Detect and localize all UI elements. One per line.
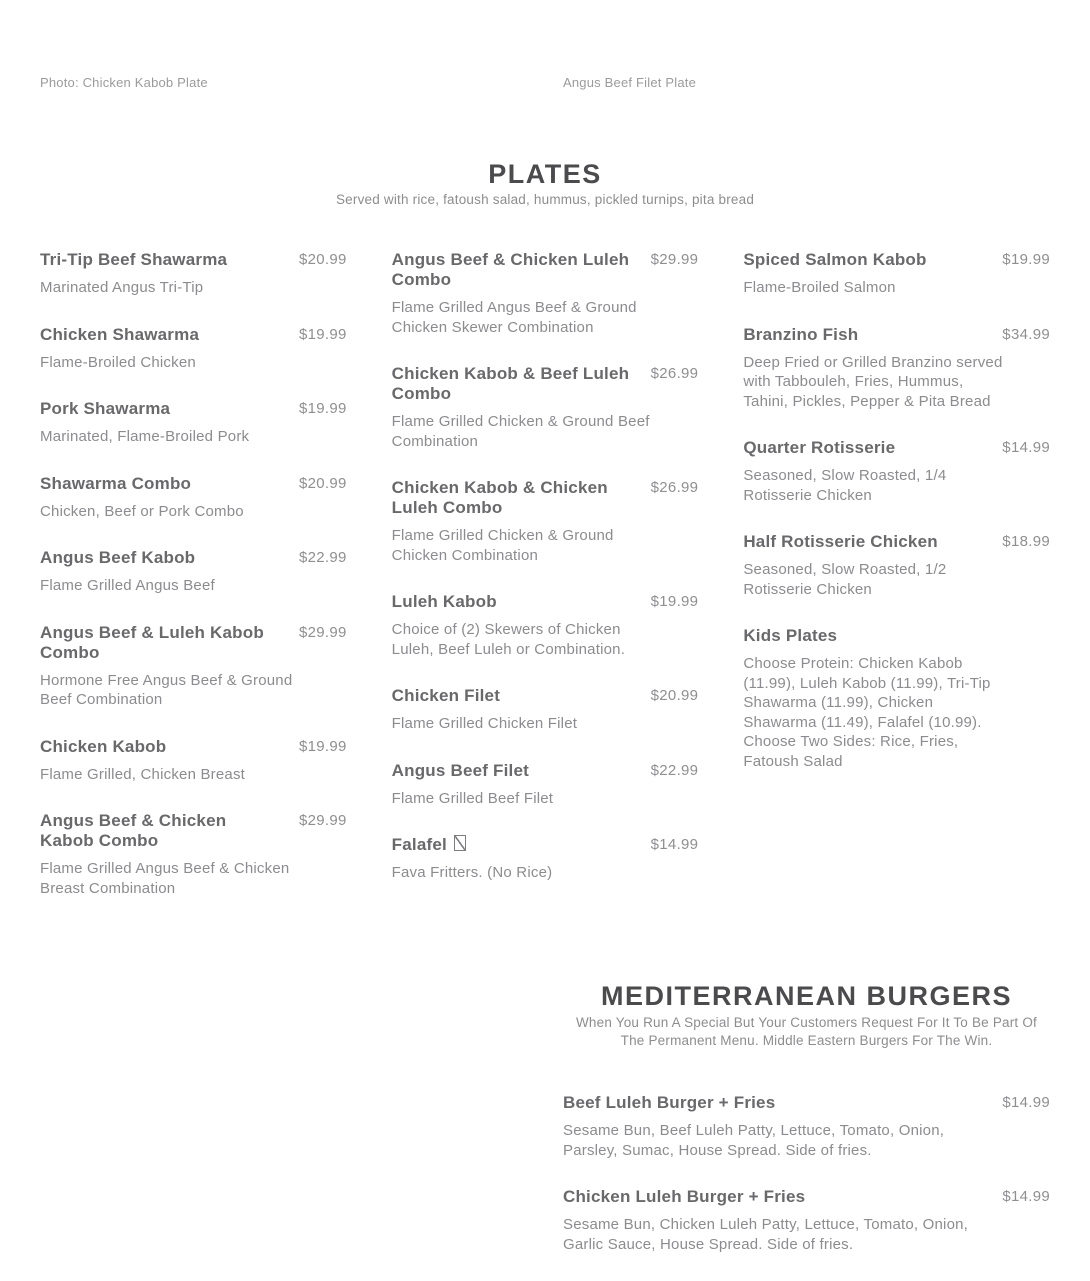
menu-item-name: Chicken Kabob & Beef Luleh Combo — [391, 364, 630, 403]
menu-item-price: $14.99 — [1002, 439, 1050, 456]
menu-item-name: Falafel — [392, 835, 466, 855]
burgers-section-title: MEDITERRANEAN BURGERS — [600, 981, 1013, 1011]
menu-item-description: Choose Protein: Chicken Kabob (11.99), Luleh Kabob (11.99), Tri-Tip Shawarma (11.99), Chicken Shawarma (11.49), Falafel (10.99). Choose Two Sides: Rice, Fries, Fatoush Salad — [743, 655, 991, 770]
menu-item-price: $26.99 — [650, 479, 699, 496]
menu-item-header — [40, 737, 347, 757]
menu-item-price: $20.99 — [298, 251, 347, 268]
menu-item — [40, 325, 347, 373]
menu-item-description: Hormone Free Angus Beef & Ground Beef Combination — [40, 671, 293, 708]
plates-section-subtitle: Served with rice, fatoush salad, hummus, pickled turnips, pita bread — [335, 192, 755, 207]
menu-item-price: $26.99 — [650, 365, 699, 382]
plates-column-2 — [392, 250, 699, 910]
menu-item-description: Deep Fried or Grilled Branzino served with Tabbouleh, Fries, Hummus, Tahini, Pickles, Pepper & Pita Bread — [743, 353, 1003, 410]
menu-item-name: Kids Plates — [743, 626, 838, 645]
menu-item-header — [40, 399, 347, 419]
menu-item-header — [743, 250, 1050, 270]
menu-item-price: $14.99 — [1002, 1094, 1050, 1111]
menu-item-header — [743, 438, 1050, 458]
menu-item-header — [563, 1187, 1050, 1207]
burgers-section — [563, 980, 1050, 1281]
menu-item-header — [743, 325, 1050, 345]
menu-item-header — [743, 626, 1050, 646]
menu-item-header — [40, 811, 347, 851]
menu-item-name: Angus Beef & Chicken Kabob Combo — [40, 811, 227, 850]
menu-item-description: Flame Grilled, Chicken Breast — [40, 765, 246, 783]
menu-item-price: $19.99 — [298, 400, 347, 417]
menu-item-name: Pork Shawarma — [40, 399, 171, 418]
menu-item — [40, 737, 347, 785]
menu-item-header — [40, 250, 347, 270]
menu-item-price: $19.99 — [1002, 251, 1050, 268]
menu-item-header — [392, 478, 699, 518]
menu-item-description: Seasoned, Slow Roasted, 1/2 Rotisserie Chicken — [743, 561, 947, 598]
menu-item — [392, 686, 699, 734]
menu-item — [40, 399, 347, 447]
menu-item — [40, 474, 347, 522]
menu-item-header — [392, 686, 699, 706]
menu-item-name: Angus Beef Kabob — [40, 548, 196, 567]
menu-item-description: Flame Grilled Chicken & Ground Beef Combination — [391, 413, 650, 450]
menu-item — [40, 548, 347, 596]
menu-item-name: Chicken Luleh Burger + Fries — [563, 1187, 806, 1206]
menu-item-price: $22.99 — [298, 549, 347, 566]
menu-item-name: Shawarma Combo — [40, 473, 192, 493]
menu-item-name: Angus Beef Filet — [391, 760, 529, 780]
menu-item — [40, 623, 347, 710]
menu-item-description: Flame Grilled Angus Beef & Ground Chicken Skewer Combination — [391, 299, 637, 336]
menu-item — [392, 478, 699, 565]
menu-item-name: Spiced Salmon Kabob — [743, 250, 927, 269]
menu-item-name: Luleh Kabob — [391, 592, 497, 611]
menu-item-description: Marinated, Flame-Broiled Pork — [40, 428, 250, 445]
menu-item-header — [392, 364, 699, 404]
menu-item-description: Chicken, Beef or Pork Combo — [40, 502, 244, 520]
menu-item-description: Flame Grilled Chicken Filet — [391, 715, 578, 732]
menu-item — [563, 1093, 1050, 1160]
menu-item — [392, 364, 699, 451]
menu-item-price: $20.99 — [650, 687, 699, 704]
menu-item — [392, 835, 699, 883]
menu-item — [743, 325, 1050, 412]
menu-item — [563, 1187, 1050, 1254]
menu-item — [392, 250, 699, 337]
burgers-list — [563, 1093, 1050, 1254]
menu-item-header — [40, 325, 347, 345]
menu-item — [743, 532, 1050, 599]
menu-item-name: Angus Beef & Luleh Kabob Combo — [40, 622, 264, 662]
plates-section-title: PLATES — [488, 159, 602, 189]
menu-item-description: Flame-Broiled Salmon — [743, 279, 896, 296]
menu-item-header — [563, 1093, 1050, 1113]
menu-item-price: $14.99 — [1002, 1188, 1050, 1205]
photo-caption-left: Photo: Chicken Kabob Plate — [40, 75, 208, 90]
menu-item-price: $18.99 — [1002, 533, 1050, 550]
menu-item-header — [392, 761, 699, 781]
menu-item-name: Half Rotisserie Chicken — [743, 532, 938, 551]
menu-item — [40, 811, 347, 898]
menu-item-name: Chicken Shawarma — [40, 324, 200, 344]
menu-item-description: Flame Grilled Beef Filet — [391, 789, 554, 807]
menu-item-name: Chicken Kabob — [40, 736, 167, 756]
menu-item-description: Flame Grilled Angus Beef & Chicken Breast Combination — [40, 860, 290, 897]
menu-item-description: Choice of (2) Skewers of Chicken Luleh, Beef Luleh or Combination. — [391, 621, 626, 658]
photo-caption-right: Angus Beef Filet Plate — [563, 75, 697, 90]
menu-item-price: $22.99 — [650, 761, 699, 779]
menu-item-header — [392, 250, 699, 290]
menu-item-name: Tri-Tip Beef Shawarma — [40, 250, 228, 269]
menu-item-price: $19.99 — [298, 325, 347, 343]
burgers-section-subtitle: When You Run A Special But Your Customers Request For It To Be Part Of The Permanent Menu. Middle Eastern Burgers For The Win. — [575, 1015, 1037, 1048]
menu-item-description: Flame Grilled Angus Beef — [40, 577, 215, 594]
menu-item-price: $19.99 — [298, 737, 347, 755]
menu-item-price: $19.99 — [650, 593, 699, 610]
menu-item-header — [40, 623, 347, 663]
menu-item — [392, 761, 699, 809]
missing-glyph-icon — [454, 835, 466, 851]
menu-item — [743, 626, 1050, 771]
menu-item-name: Branzino Fish — [743, 324, 859, 344]
menu-item-name: Beef Luleh Burger + Fries — [563, 1093, 776, 1112]
menu-item-description: Sesame Bun, Chicken Luleh Patty, Lettuce, Tomato, Onion, Garlic Sauce, House Spread. Side of fries. — [563, 1216, 969, 1253]
menu-item — [743, 438, 1050, 505]
menu-item-name: Angus Beef & Chicken Luleh Combo — [391, 250, 630, 289]
menu-item-name: Chicken Filet — [391, 686, 501, 705]
menu-item-price: $29.99 — [650, 251, 699, 268]
menu-item-description: Sesame Bun, Beef Luleh Patty, Lettuce, Tomato, Onion, Parsley, Sumac, House Spread. Side of fries. — [563, 1122, 945, 1159]
menu-item-header — [40, 548, 347, 568]
menu-item-name: Quarter Rotisserie — [743, 438, 896, 457]
menu-item-name: Chicken Kabob & Chicken Luleh Combo — [391, 478, 608, 517]
menu-item-price: $34.99 — [1002, 325, 1050, 343]
menu-item — [743, 250, 1050, 298]
menu-item-header — [40, 474, 347, 494]
menu-item — [392, 592, 699, 659]
menu-item-price: $29.99 — [298, 812, 347, 829]
menu-item-price: $14.99 — [650, 836, 699, 853]
menu-item-header — [392, 592, 699, 612]
menu-item-description: Fava Fritters. (No Rice) — [391, 864, 553, 881]
menu-item — [40, 250, 347, 298]
menu-item-description: Flame Grilled Chicken & Ground Chicken Combination — [391, 527, 614, 564]
menu-item-description: Flame-Broiled Chicken — [40, 353, 196, 371]
plates-column-1 — [40, 250, 347, 925]
menu-item-description: Marinated Angus Tri-Tip — [40, 279, 204, 296]
menu-item-header — [392, 835, 699, 855]
menu-item-price: $20.99 — [298, 474, 347, 492]
plates-menu-grid — [40, 250, 1050, 925]
plates-column-3 — [743, 250, 1050, 798]
menu-item-description: Seasoned, Slow Roasted, 1/4 Rotisserie Chicken — [743, 467, 947, 504]
menu-item-price: $29.99 — [298, 623, 347, 641]
menu-item-header — [743, 532, 1050, 552]
